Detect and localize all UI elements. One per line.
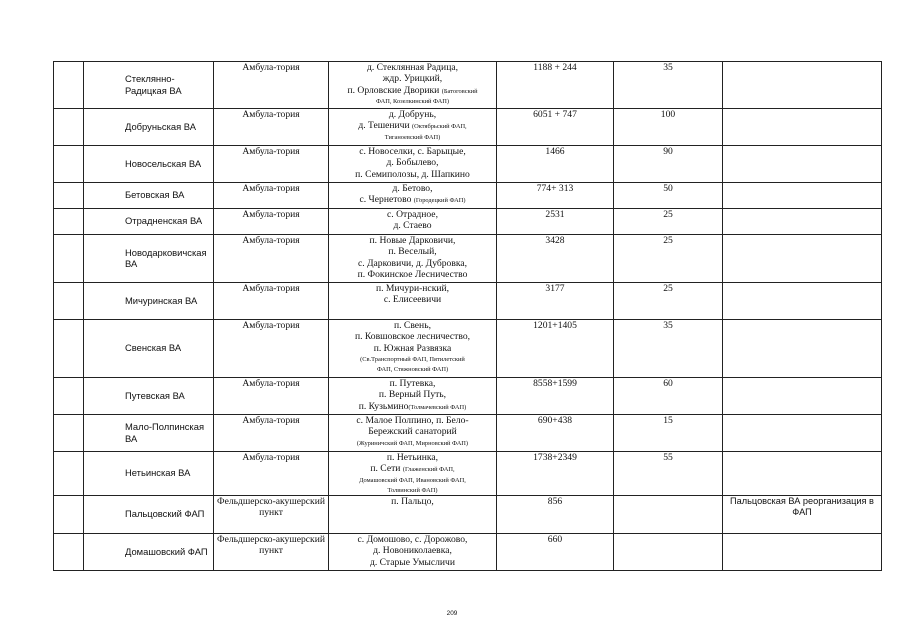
note-cell [723,183,882,209]
served-locations [329,183,497,209]
location-text: с. Домошово, с. Дорожово, [357,534,468,545]
location-line [331,331,494,342]
served-locations [329,496,497,534]
location-line [331,320,494,331]
location-line [331,96,494,106]
location-text: с. Елисеевичи [383,294,442,306]
institution-name: Путевская ВА [84,378,214,415]
population-value: 1466 [497,146,614,183]
location-line [331,378,494,389]
institution-name: Нетьинская ВА [84,452,214,496]
table-row [54,209,882,235]
location-line [331,235,494,246]
population-value: 2531 [497,209,614,235]
capacity-value: 55 [614,452,723,496]
location-line [331,85,494,96]
location-line [331,73,494,84]
location-text: д. Тешеничи [358,120,413,132]
location-text: п. Нетьинка, [386,452,439,463]
location-line [331,294,494,305]
location-text: п. Семиполозы, д. Шапкино [355,168,470,180]
location-text: д. Добрунь, [388,109,437,120]
capacity-value [614,496,723,534]
capacity-value: 25 [614,209,723,235]
institution-type: Амбула-тория [214,209,329,235]
institution-name: Новосельская ВА [84,146,214,183]
served-locations [329,146,497,183]
location-text: с. Чернетово [359,194,414,206]
empty-cell [54,415,84,452]
population-value: 660 [497,534,614,571]
institution-name: Домашовский ФАП [84,534,214,571]
location-note: ФАП, Стяжновский ФАП) [376,366,449,374]
location-line [331,194,494,205]
location-text: с. Новоселки, с. Барыцые, [359,146,466,157]
location-line [331,169,494,180]
capacity-value [614,534,723,571]
location-text: д. Старые Умысличи [369,556,456,568]
institution-type: Амбула-тория [214,109,329,146]
capacity-value: 90 [614,146,723,183]
institution-name: Отрадненская ВА [84,209,214,235]
institution-type: Фельдшерско-акушерский пункт [214,496,329,534]
location-line [331,283,494,294]
empty-cell [54,235,84,283]
table-row [54,320,882,378]
institution-type: Амбула-тория [214,320,329,378]
location-text: д. Стеклянная Радица, [366,62,458,73]
location-line [331,485,494,495]
empty-cell [54,146,84,183]
page-number: 209 [446,610,458,617]
location-text: п. Фокинское Лесничество [357,269,468,281]
location-text: п. Мичури-нский, [375,283,450,294]
population-value: 1201+1405 [497,320,614,378]
capacity-value: 35 [614,62,723,109]
location-text: с. Отрадное, [387,209,438,220]
location-note: (Толмачевский ФАП) [408,403,467,411]
location-note: (Батоговский [441,87,478,95]
note-cell [723,378,882,415]
location-line [331,343,494,354]
served-locations [329,320,497,378]
note-cell [723,146,882,183]
location-line [331,389,494,400]
location-text: п. Веселый, [388,246,437,258]
served-locations [329,235,497,283]
empty-cell [54,283,84,320]
population-value: 3177 [497,283,614,320]
institution-name: Стеклянно-Радицкая ВА [84,62,214,109]
institution-name: Бетовская ВА [84,183,214,209]
capacity-value: 35 [614,320,723,378]
served-locations [329,534,497,571]
empty-cell [54,452,84,496]
table-row [54,452,882,496]
location-line [331,438,494,448]
institution-type: Амбула-тория [214,283,329,320]
location-line [331,183,494,194]
location-note: (Октябрьский ФАП, [412,123,467,131]
population-value: 3428 [497,235,614,283]
table-row [54,283,882,320]
location-note: Тиганоевский ФАП) [384,133,441,141]
location-line [331,496,494,507]
location-line [331,109,494,120]
location-text: п. Свень, [394,320,431,331]
location-note: (Журиничский ФАП, Мирновский ФАП) [356,439,469,447]
location-line [331,534,494,545]
location-line [331,269,494,280]
table-row [54,62,882,109]
capacity-value: 15 [614,415,723,452]
note-cell [723,415,882,452]
location-text: с. Дарковичи, д. Дубровка, [357,257,468,269]
location-text: п. Сети [370,463,403,475]
location-text: п. Южная Развязка [373,342,452,354]
institution-type: Амбула-тория [214,415,329,452]
capacity-value: 60 [614,378,723,415]
location-text: Бережский санаторий [368,426,457,438]
location-text: ждр. Урицкий, [382,73,443,85]
institution-name: Пальцовский ФАП [84,496,214,534]
location-line [331,557,494,568]
location-text: п. Верный Путь, [378,389,447,401]
empty-cell [54,183,84,209]
location-line [331,246,494,257]
location-line [331,354,494,364]
institution-type: Амбула-тория [214,146,329,183]
population-value: 6051 + 747 [497,109,614,146]
population-value: 856 [497,496,614,534]
table-row [54,183,882,209]
institution-type: Амбула-тория [214,183,329,209]
capacity-value: 25 [614,283,723,320]
empty-cell [54,534,84,571]
institution-name: Добруньская ВА [84,109,214,146]
location-line [331,157,494,168]
capacity-value: 50 [614,183,723,209]
served-locations [329,62,497,109]
table-row [54,415,882,452]
note-cell [723,320,882,378]
institution-type: Амбула-тория [214,378,329,415]
note-cell [723,283,882,320]
served-locations [329,209,497,235]
table-row [54,534,882,571]
location-text: п. Ковшовское лесничество, [354,331,471,343]
location-note: Домашовский ФАП, Ивановский ФАП, [359,476,466,484]
location-line [331,132,494,142]
location-text: п. Новые Дарковичи, [369,235,456,246]
location-line [331,364,494,374]
served-locations [329,452,497,496]
institution-name: Мичуринская ВА [84,283,214,320]
empty-cell [54,496,84,534]
location-line [331,545,494,556]
capacity-value: 100 [614,109,723,146]
location-text: д. Стаево [393,220,432,232]
location-line [331,401,494,412]
empty-cell [54,62,84,109]
population-value: 690+438 [497,415,614,452]
location-line [331,62,494,73]
location-text: д. Бобылево, [386,157,439,169]
table-row [54,146,882,183]
served-locations [329,415,497,452]
location-line [331,220,494,231]
location-text: д. Бетово, [392,183,433,194]
location-line [331,452,494,463]
location-line [331,426,494,437]
location-line [331,209,494,220]
table-row [54,496,882,534]
institution-type: Амбула-тория [214,235,329,283]
note-cell [723,452,882,496]
table-row [54,109,882,146]
institution-type: Фельдшерско-акушерский пункт [214,534,329,571]
location-note: Толвинский ФАП) [387,486,438,494]
population-value: 8558+1599 [497,378,614,415]
location-text: д. Новониколаевка, [373,545,452,557]
capacity-value: 25 [614,235,723,283]
note-cell [723,534,882,571]
location-line [331,146,494,157]
location-line [331,475,494,485]
institution-name: Свенская ВА [84,320,214,378]
location-text: п. Кузьмино [358,400,409,412]
location-line [331,258,494,269]
population-value: 1738+2349 [497,452,614,496]
note-cell [723,109,882,146]
empty-cell [54,109,84,146]
location-note: (Св.Транспортный ФАП, Пятилетский [360,356,465,364]
institution-type: Амбула-тория [214,62,329,109]
institution-type: Амбула-тория [214,452,329,496]
population-value: 1188 + 244 [497,62,614,109]
location-note: ФАП, Козелкинский ФАП) [375,98,450,106]
institution-name: Мало-Полпинская ВА [84,415,214,452]
location-text: п. Путевка, [389,378,436,389]
served-locations [329,283,497,320]
table-body [54,62,882,571]
institution-name: Новодарковичская ВА [84,235,214,283]
note-cell [723,62,882,109]
location-line [331,415,494,426]
table-row [54,378,882,415]
empty-cell [54,378,84,415]
note-cell [723,209,882,235]
note-cell: Пальцовская ВА реорганизация в ФАП [723,496,882,534]
location-text: п. Пальцо, [391,496,434,507]
institutions-table [53,61,882,571]
population-value: 774+ 313 [497,183,614,209]
served-locations [329,378,497,415]
location-line [331,120,494,131]
location-text: с. Малое Полпино, п. Бело- [356,415,469,426]
location-note: (Глаженский ФАП, [402,466,455,474]
served-locations [329,109,497,146]
note-cell [723,235,882,283]
location-line [331,463,494,474]
location-note: (Городецкий ФАП) [413,197,466,205]
empty-cell [54,209,84,235]
location-text: п. Орловские Дворики [347,84,442,96]
empty-cell [54,320,84,378]
table-row [54,235,882,283]
